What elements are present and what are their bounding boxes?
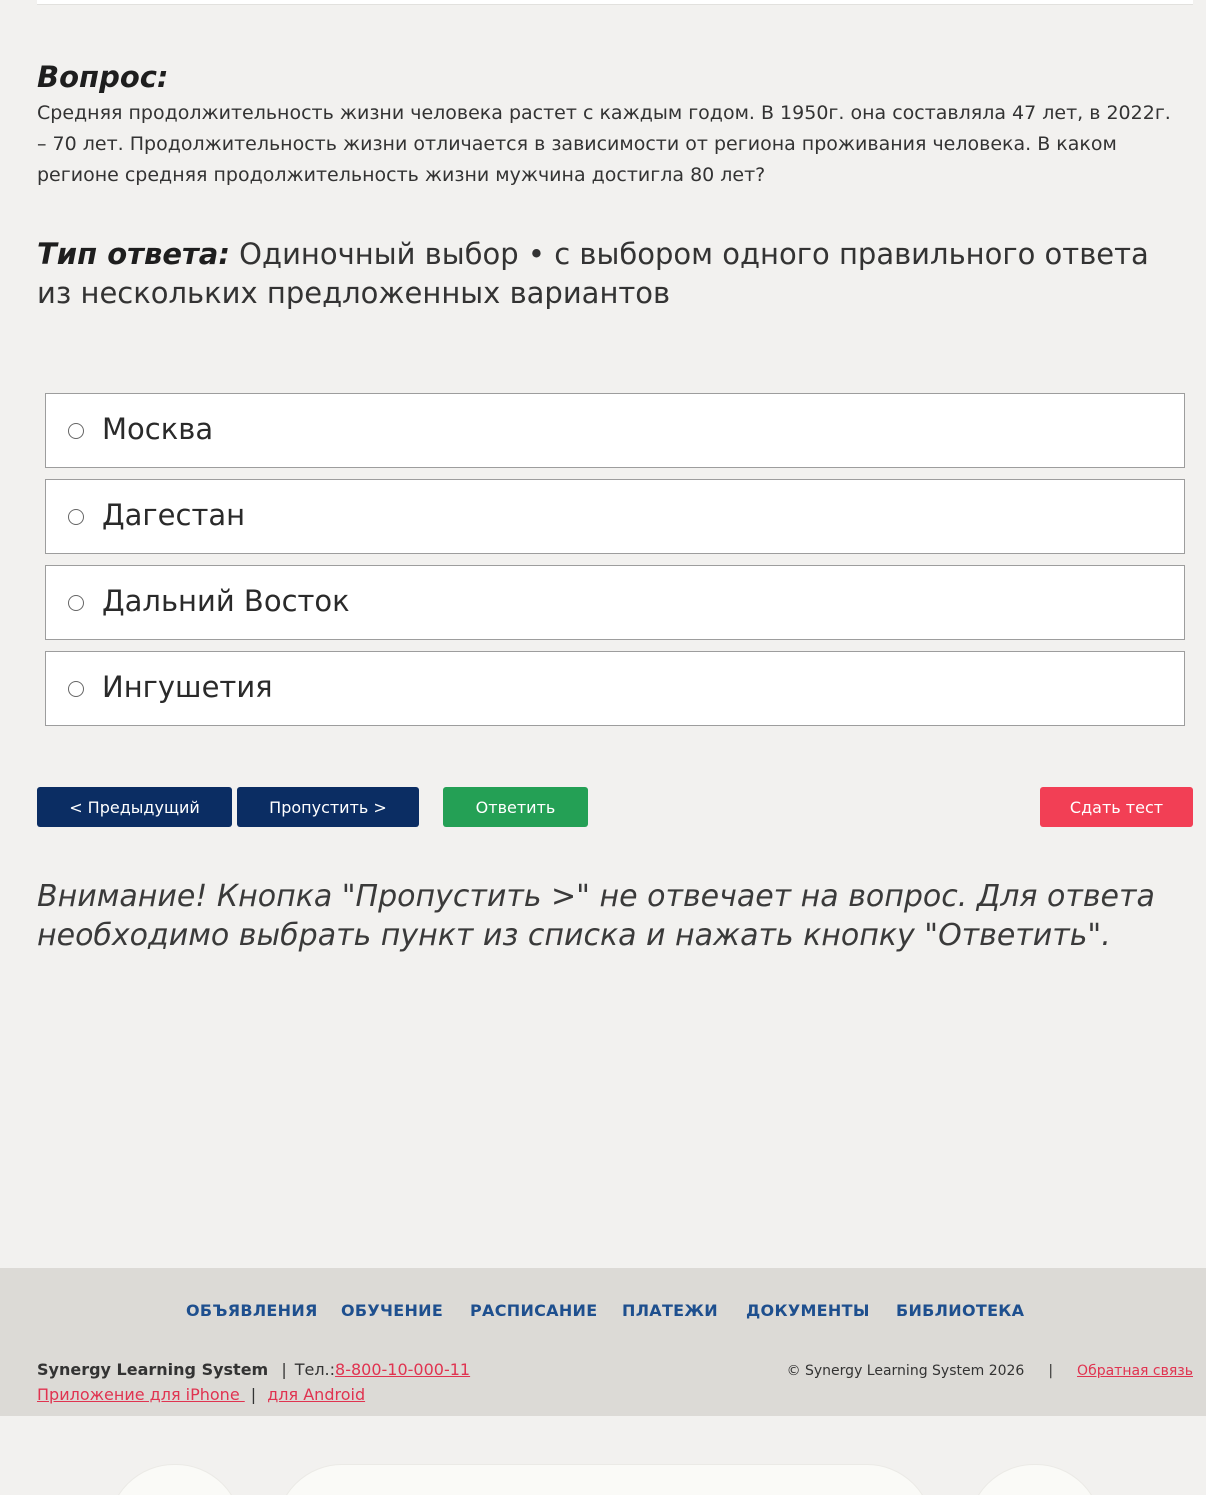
question-text: Средняя продолжительность жизни человека растет с каждым годом. В 1950г. она составляла 47 лет, в 2022г. – 70 лет. Продолжительность жизни отличается в зависимости от региона проживания человека. В каком регионе средняя продолжительность жизни мужчина достигла 80 лет?	[37, 102, 1171, 186]
skip-button[interactable]: Пропустить >	[237, 787, 419, 827]
option-label: Дагестан	[102, 498, 246, 532]
submit-test-button[interactable]: Сдать тест	[1040, 787, 1193, 827]
answer-options	[45, 393, 1185, 737]
option-label: Дальний Восток	[102, 584, 350, 618]
answer-type-value: Одиночный выбор • с выбором одного правильного ответа из нескольких предложенных вариантов	[37, 237, 1149, 310]
radio-icon[interactable]	[68, 509, 84, 525]
phone-link[interactable]: 8-800-10-000-11	[335, 1360, 471, 1379]
footer-apps	[37, 1385, 365, 1404]
footer-brand: Synergy Learning System	[37, 1360, 269, 1379]
phone-label: Тел.:	[294, 1360, 336, 1379]
bottom-address-bar[interactable]	[276, 1464, 933, 1495]
footer-right	[787, 1363, 1193, 1379]
nav-payments[interactable]: ПЛАТЕЖИ	[622, 1301, 718, 1320]
bottom-round-button[interactable]	[968, 1464, 1102, 1495]
option-label: Москва	[102, 412, 214, 446]
copyright: © Synergy Learning System 2026	[786, 1363, 1025, 1379]
bottom-round-button[interactable]	[108, 1464, 242, 1495]
iphone-app-link[interactable]: Приложение для iPhone	[37, 1385, 245, 1404]
footer	[0, 1268, 1206, 1416]
nav-library[interactable]: БИБЛИОТЕКА	[896, 1301, 1025, 1320]
android-app-link[interactable]: для Android	[267, 1385, 366, 1404]
option-label: Ингушетия	[102, 670, 273, 704]
previous-button[interactable]: < Предыдущий	[37, 787, 232, 827]
option-far-east[interactable]	[45, 565, 1185, 640]
option-ingushetia[interactable]	[45, 651, 1185, 726]
footer-nav	[0, 1301, 1206, 1323]
nav-documents[interactable]: ДОКУМЕНТЫ	[746, 1301, 870, 1320]
answer-button[interactable]: Ответить	[443, 787, 588, 827]
nav-learning[interactable]: ОБУЧЕНИЕ	[341, 1301, 444, 1320]
question-label: Вопрос:	[37, 60, 169, 94]
footer-separator: |	[250, 1385, 257, 1404]
nav-announcements[interactable]: ОБЪЯВЛЕНИЯ	[186, 1301, 318, 1320]
answer-type-label: Тип ответа:	[37, 237, 230, 271]
top-card-edge	[37, 0, 1193, 5]
footer-contact	[37, 1360, 470, 1379]
radio-icon[interactable]	[68, 681, 84, 697]
nav-schedule[interactable]: РАСПИСАНИЕ	[470, 1301, 598, 1320]
answer-type	[37, 235, 1167, 313]
footer-separator: |	[1048, 1363, 1054, 1379]
footer-separator: |	[281, 1360, 287, 1379]
option-moscow[interactable]	[45, 393, 1185, 468]
radio-icon[interactable]	[68, 423, 84, 439]
radio-icon[interactable]	[68, 595, 84, 611]
feedback-link[interactable]: Обратная связь	[1077, 1363, 1193, 1379]
option-dagestan[interactable]	[45, 479, 1185, 554]
bottom-toolbar-area	[0, 1416, 1206, 1495]
warning-text: Внимание! Кнопка "Пропустить >" не отвечает на вопрос. Для ответа необходимо выбрать пункт из списка и нажать кнопку "Ответить".	[37, 879, 1155, 953]
